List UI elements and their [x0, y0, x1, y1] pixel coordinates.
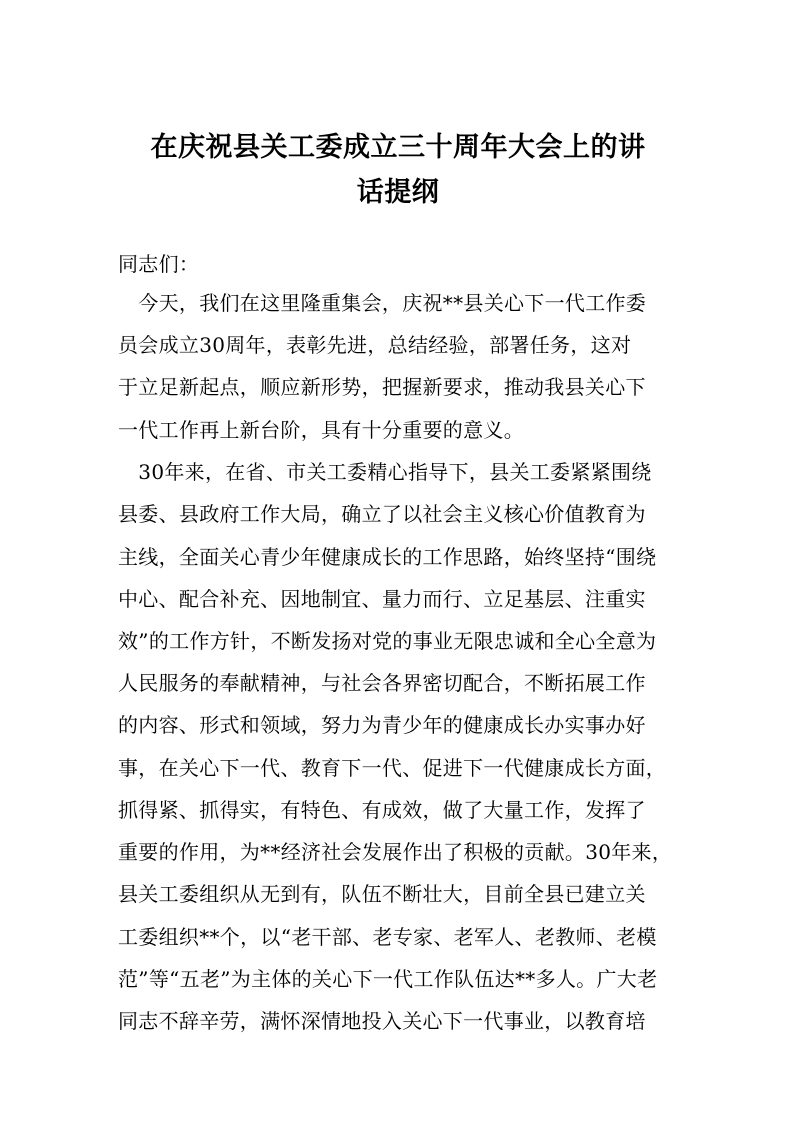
document-title-line-1: 在庆祝县关工委成立三十周年大会上的讲	[150, 132, 646, 163]
greeting: 同志们：	[118, 252, 200, 276]
body-line: 同志不辞辛劳，满怀深情地投入关心下一代事业，以教育培	[118, 1009, 646, 1033]
document-title-line-2: 话提纲	[356, 177, 440, 208]
body-line: 范”等“五老”为主体的关心下一代工作队伍达**多人。广大老	[118, 967, 658, 991]
body-line: 人民服务的奉献精神，与社会各界密切配合，不断拓展工作	[118, 671, 646, 695]
body-line: 县关工委组织从无到有，队伍不断壮大，目前全县已建立关	[118, 882, 646, 906]
body-line: 今天，我们在这里隆重集会，庆祝**县关心下一代工作委	[118, 291, 647, 315]
body-line: 工委组织**个，以“老干部、老专家、老军人、老教师、老模	[118, 925, 657, 949]
body-line: 主线，全面关心青少年健康成长的工作思路，始终坚持“围绕	[118, 545, 657, 569]
body-line: 于立足新起点，顺应新形势，把握新要求，推动我县关心下	[118, 375, 646, 399]
body-line: 县委、县政府工作大局，确立了以社会主义核心价值教育为	[118, 502, 646, 526]
body-line: 事，在关心下一代、教育下一代、促进下一代健康成长方面，	[118, 756, 667, 780]
body-line: 的内容、形式和领域，努力为青少年的健康成长办实事办好	[118, 713, 646, 737]
body-line: 重要的作用，为**经济社会发展作出了积极的贡献。30年来，	[118, 840, 673, 864]
body-line: 中心、配合补充、因地制宜、量力而行、立足基层、注重实	[118, 587, 646, 611]
body-line: 抓得紧、抓得实，有特色、有成效，做了大量工作，发挥了	[118, 798, 646, 822]
body-line: 30年来，在省、市关工委精心指导下，县关工委紧紧围绕	[118, 460, 652, 484]
body-line: 员会成立30周年，表彰先进，总结经验，部署任务，这对	[118, 333, 632, 357]
body-line: 效”的工作方针，不断发扬对党的事业无限忠诚和全心全意为	[118, 629, 657, 653]
body-line: 一代工作再上新台阶，具有十分重要的意义。	[118, 418, 524, 442]
